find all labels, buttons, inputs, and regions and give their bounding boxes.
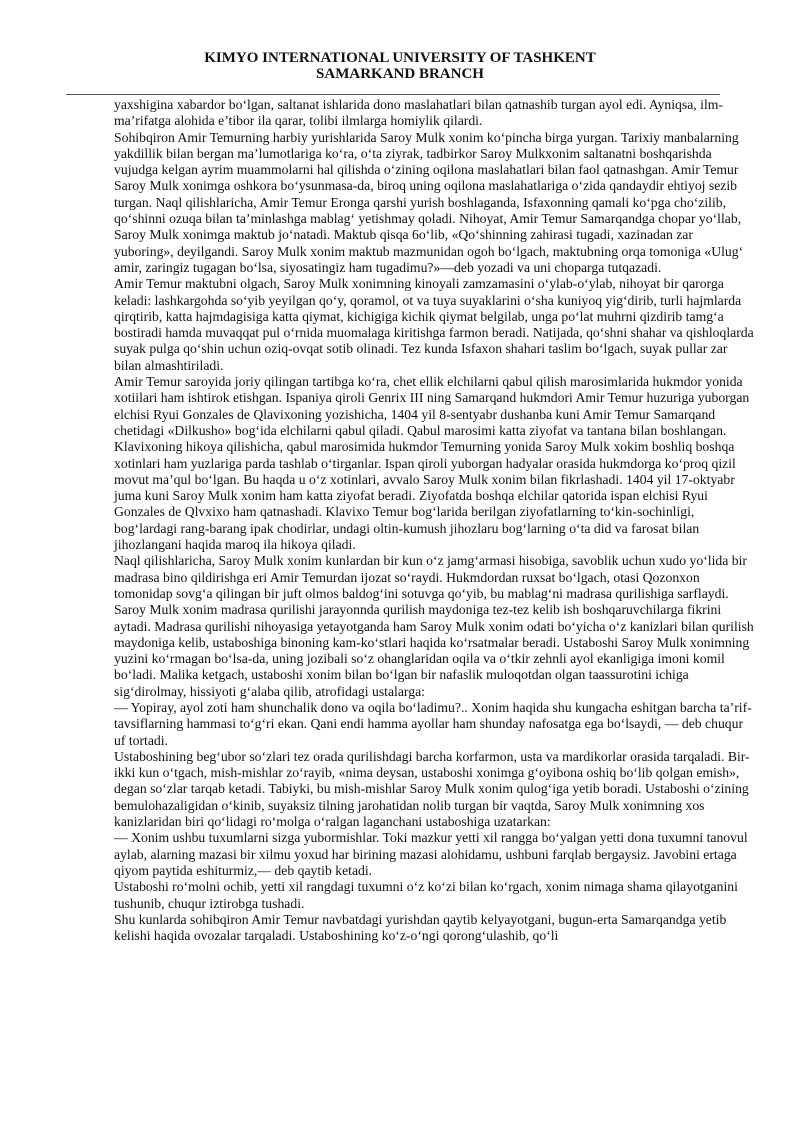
paragraph: yaxshigina xabardor bo‘lgan, saltanat ishlarida dono maslahatlari bilan qatnashib turgan ayol edi. Ayniqsa, ilm-ma’rifatga alohida e’tibor ila qarar, tolibi ilmlarga homiylik qilardi.: [114, 97, 723, 129]
paragraph: — Yopiray, ayol zoti ham shunchalik dono va oqila bo‘ladimu?.. Xonim haqida shu kungacha eshitgan barcha ta’rif-tavsiflarning hammasi to‘g‘ri ekan. Qani endi hamma ayollar ham shunday nafosatga ega bo‘lsaydi, — deb chuqur uf tortadi.: [114, 699, 752, 748]
paragraph: Amir Temur saroyida joriy qilingan tartibga ko‘ra, chet ellik elchilarni qabul qilish marosimlarida hukmdor yonida xotiilari ham ishtirok etishgan. Ispaniya qiroli Genrix III ning Samarqand hukmdori Amir Temur huzuriga yuborgan elchisi Ryui Gonzales de Qlavixoning yozishicha, 1404 yil 8-sentyabr dushanba kuni Amir Temur Samarqand chetidagi «Dilkusho» bog‘ida elchilarni qabul qiladi. Qabul marosimi katta ziyofat va tantana bilan boshlangan. Klavixoning hikoya qilishicha, qabul marosimida hukmdor Temurning yonida Saroy Mulk xokim boshliq boshqa xotinlari ham yuzlariga parda tashlab o‘tirganlar. Ispan qiroli yuborgan hadyalar orasida hukmdorga ko‘proq qizil movut ma’qul bo‘lgan. Bu haqda u o‘z xotinlari, avvalo Saroy Mulk xonim bilan fikrlashadi. 1404 yil 17-oktyabr juma kuni Saroy Mulk xonim ham katta ziyofat beradi. Ziyofatda boshqa elchilar qatorida ispan elchisi Ryui Gonzales de Qlvxixo ham qatnashadi. Klavixo Temur bog‘larida berilgan ziyofatlarning to‘kin-sochinligi, bog‘lardagi rang-barang ipak chodirlar, undagi oltin-kumush jihozlaru bog‘larning o‘ta did va farosat bilan jihozlangani haqida maroq ila hikoya qiladi.: [114, 374, 750, 553]
branch-name: SAMARKAND BRANCH: [316, 66, 484, 82]
paragraph: Sohibqiron Amir Temurning harbiy yurishlarida Saroy Mulk xonim ko‘pincha birga yurgan. Tarixiy manbalarning yakdillik bilan bergan ma’lumotlariga ko‘ra, o‘ta ziyrak, tadbirkor Saroy Mulkxonim saltanatni boshqarishda vujudga kelgan ayrim muammolarni hal qilishda o‘zining oqilona maslahatlari bilan faol qatnashgan. Amir Temur Saroy Mulk xonimga oshkora bo‘ysunmasa-da, biroq uning oqilona maslahatlariga o‘zida qandaydir ehtiyoj sezib turgan. Naql qilishlaricha, Amir Temur Eronga qarshi yurish boshlaganda, Isfaxonning qamali ko‘pga cho‘zilib, qo‘shinni ozuqa bilan ta’minlashga mablag‘ yetishmay qoladi. Nihoyat, Amir Temur Samarqandga chopar yo‘llab, Saroy Mulk xonimga maktub jo‘natadi. Maktub qisqa 6o‘lib, «Qo‘shinning zahirasi tugadi, xazinadan zar yuboring», deyilgandi. Saroy Mulk xonim maktub mazmunidan ogoh bo‘lgach, maktubning orqa tomoniga «Ulug‘ amir, zaringiz tugagan bo‘lsa, siyosatingiz ham tugadimu?»—deb yozadi va uni choparga tutqazadi.: [114, 129, 744, 275]
page-header: [0, 50, 800, 82]
header-divider: [66, 94, 720, 95]
paragraph: Ustaboshi ro‘molni ochib, yetti xil rangdagi tuxumni o‘z ko‘zi bilan ko‘rgach, xonim nimaga shama qilayotganini tushunib, chuqur iztirobga tushadi.: [114, 879, 738, 911]
university-name: KIMYO INTERNATIONAL UNIVERSITY OF TASHKENT: [204, 50, 596, 66]
paragraph: — Xonim ushbu tuxumlarni sizga yubormishlar. Toki mazkur yetti xil rangga bo‘yalgan yetti dona tuxumni tanovul aylab, alarning mazasi bir xilmu yoxud har birining mazasi alohidamu, ushbuni farqlab bergaysiz. Javobini ertaga qiyom paytida eshiturmiz,— deb qaytib ketadi.: [114, 830, 748, 878]
document-body: [114, 97, 754, 944]
paragraph: Shu kunlarda sohibqiron Amir Temur navbatdagi yurishdan qaytib kelyayotgani, bugun-erta Samarqandga yetib kelishi haqida ovozalar tarqaladi. Ustaboshining ko‘z-o‘ngi qorong‘ulashib, qo‘li: [114, 911, 727, 944]
paragraph: Naql qilishlaricha, Saroy Mulk xonim kunlardan bir kun o‘z jamg‘armasi hisobiga, savoblik uchun xudo yo‘lida bir madrasa bino qildirishga eri Amir Temurdan ijozat so‘raydi. Hukmdordan ruxsat bo‘lgach, otasi Qozonxon tomonidap sovg‘a qilingan bir juft olmos baldog‘ini sotuvga qo‘yib, bu mablag‘ni madrasa qurilishiga sarflaydi. Saroy Mulk xonim madrasa qurilishi jarayonnda qurilish maydoniga tez-tez kelib ish boshqaruvchilarga fikrini aytadi. Madrasa qurilishi nihoyasiga yetayotganda ham Saroy Mulk xonim odati bo‘yicha o‘z kanizlari bilan qurilish maydoniga kelib, ustaboshiga binoning kam-ko‘stlari haqida ko‘rsatmalar beradi. Ustaboshi Saroy Mulk xonimning yuzini ko‘rmagan bo‘lsa-da, uning jozibali so‘z ohanglaridan oqila va o‘tkir zehnli ayol ekanligiga imoni komil bo‘ladi. Malika ketgach, ustaboshi xonim bilan bo‘lgan bir nafaslik muloqotdan olgan taassurotini ichiga sig‘dirolmay, hissiyoti g‘alaba qilib, atrofidagi ustalarga:: [114, 553, 754, 699]
paragraph: Amir Temur maktubni olgach, Saroy Mulk xonimning kinoyali zamzamasini o‘ylab-o‘ylab, nihoyat bir qarorga keladi: lashkargohda so‘yib yeyilgan qo‘y, qoramol, ot va tuya suyaklarini o‘sha kuniyoq yig‘dirib, turli hajmlarda qirqtirib, katta hajmdagisiga katta qiymat, kichigiga kichik qiymat belgilab, unga po‘lat muhrni qizdirib tamg‘a bostiradi hamda muvaqqat pul o‘rnida muomalaga kiritishga farmon beradi. Natijada, qo‘shni shahar va qishloqlarda suyak pulga qo‘shin uchun oziq-ovqat sotib olinadi. Tez kunda Isfaxon shahari taslim bo‘lgach, suyak pullar zar bilan almashtiriladi.: [114, 276, 754, 373]
paragraph: Ustaboshining beg‘ubor so‘zlari tez orada qurilishdagi barcha korfarmon, usta va mardikorlar orasida tarqaladi. Bir-ikki kun o‘tgach, mish-mishlar zo‘rayib, «nima deysan, ustaboshi xonimga g‘oyibona oshiq bo‘lib qolgan emish», degan so‘zlar tarqab ketadi. Tabiyki, bu mish-mishlar Saroy Mulk xonim qulog‘iga yetib boradi. Ustaboshi o‘zining bemulohazaligidan o‘kinib, suyaksiz tilning jarohatidan nolib turgan bir vaqtda, Saroy Mulk xonimning xos kanizlaridan biri qo‘lidagi ro‘molga o‘ralgan laganchani ustaboshiga uzatarkan:: [114, 748, 750, 830]
